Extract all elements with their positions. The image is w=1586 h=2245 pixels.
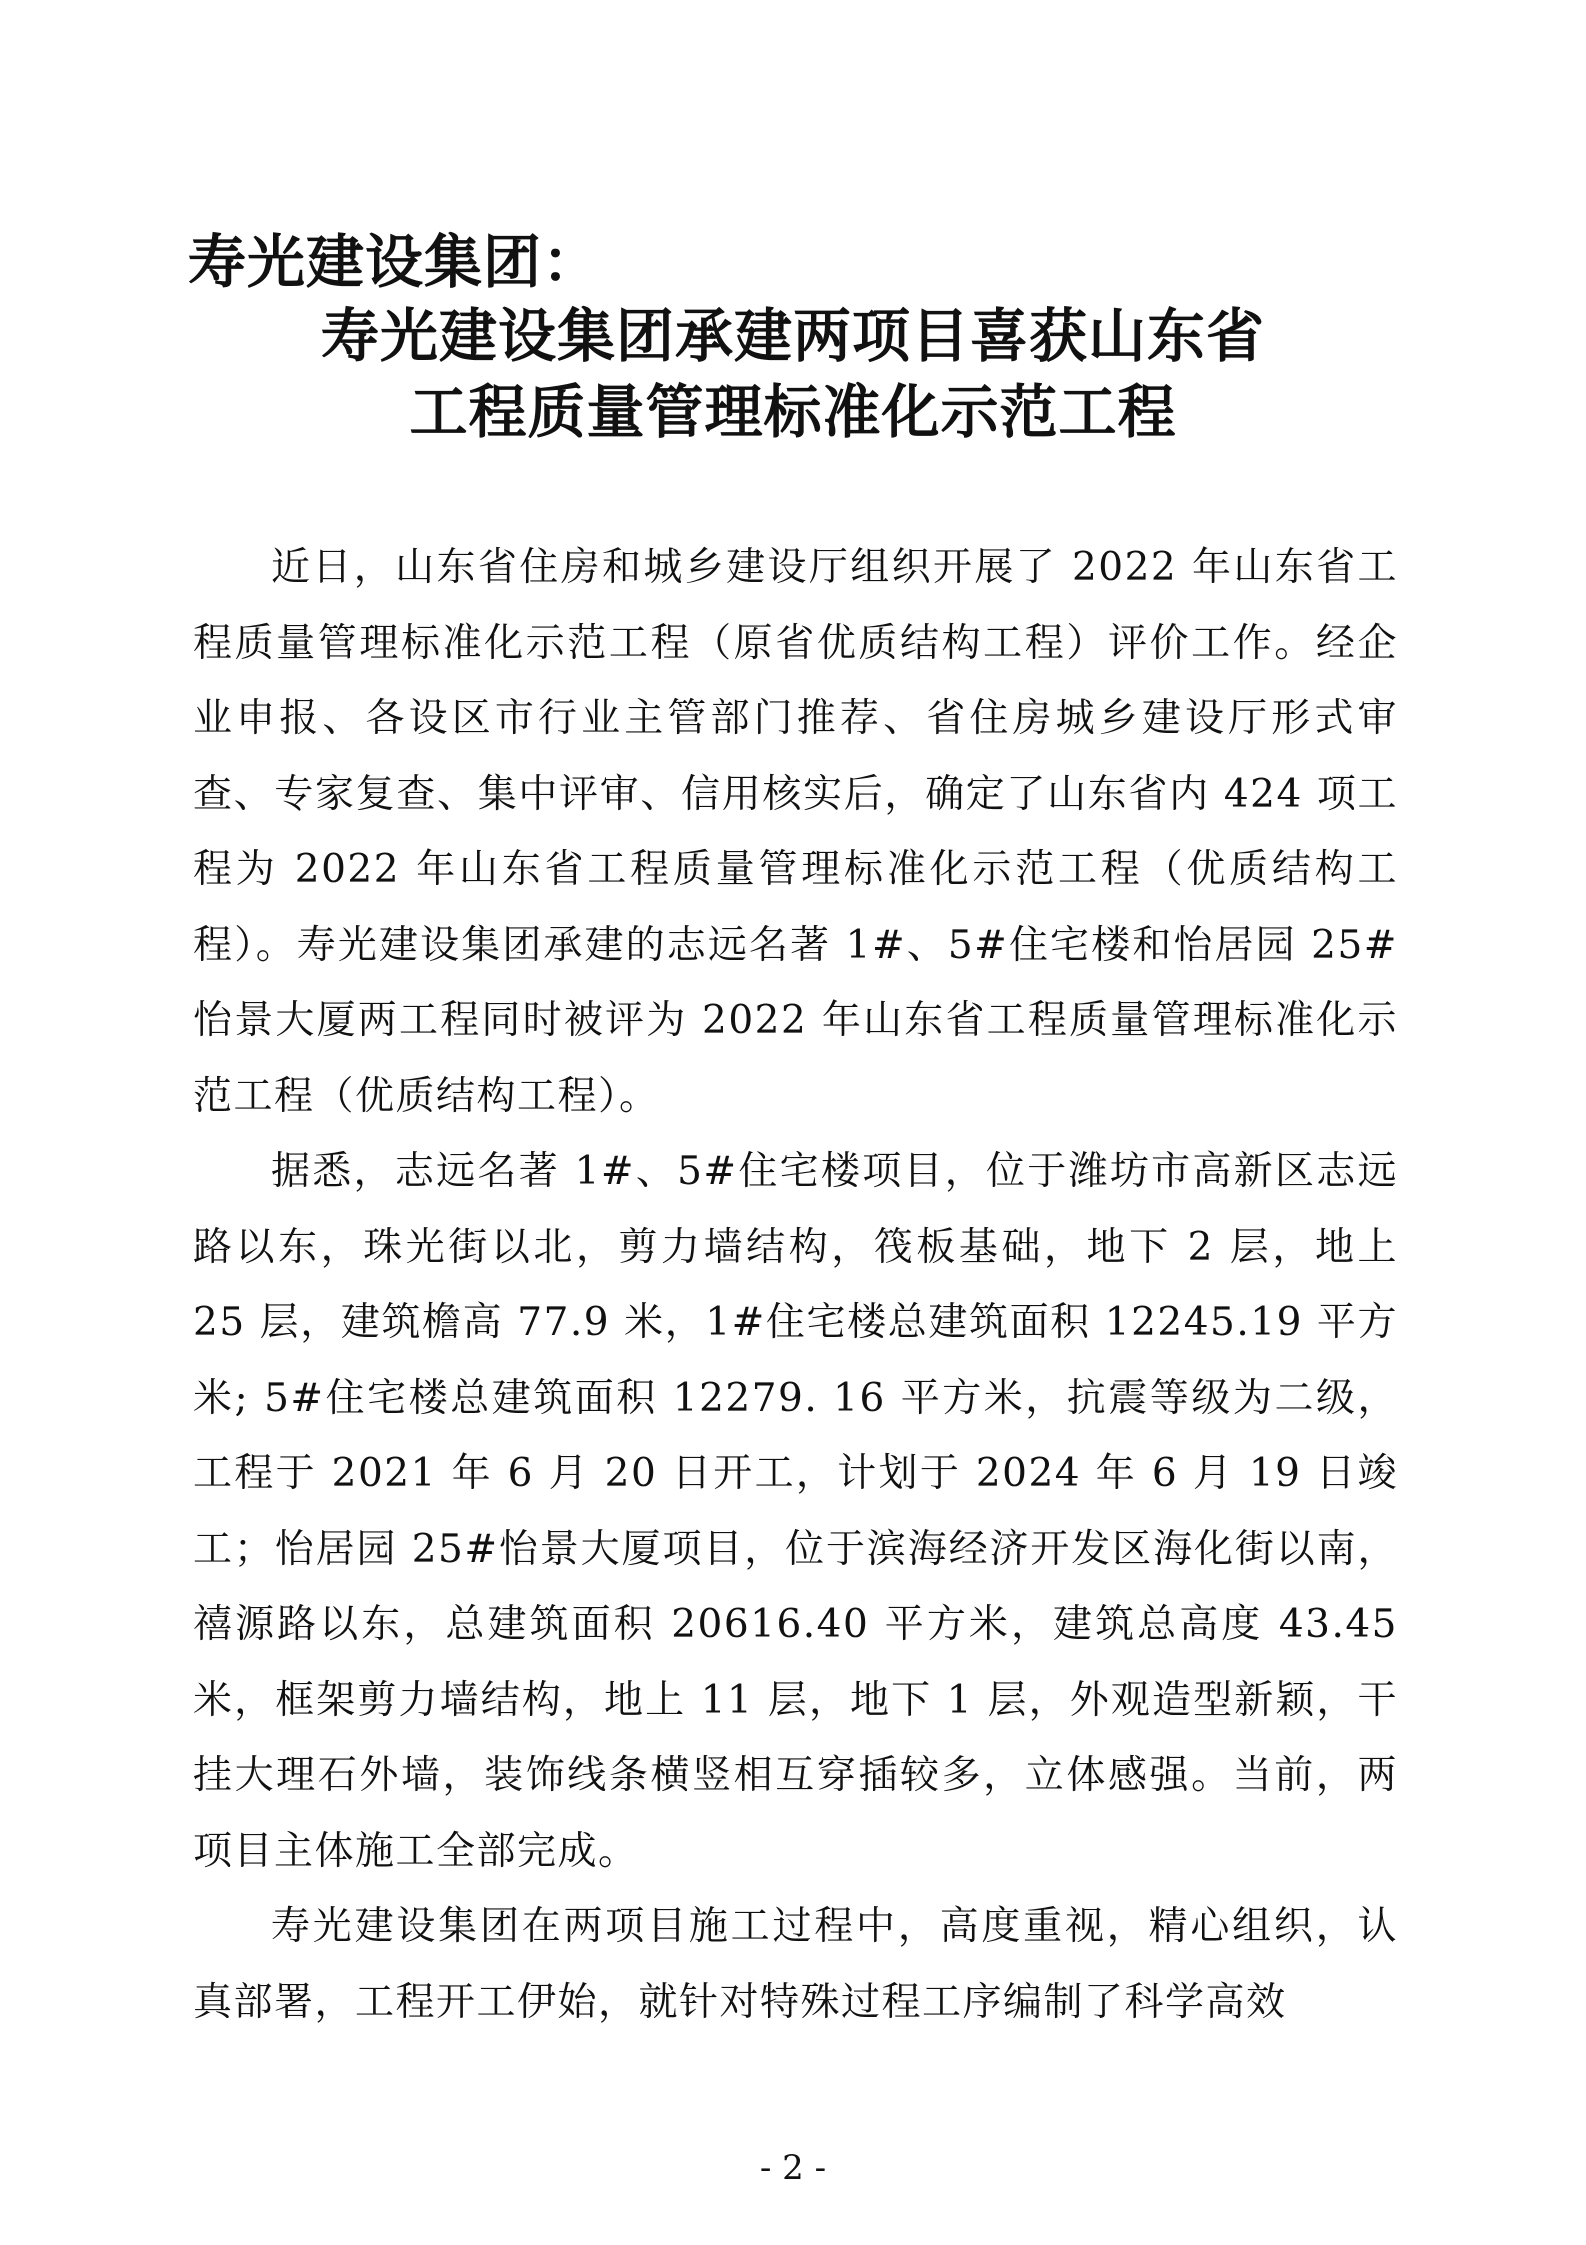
page-number: - 2 - (759, 2148, 827, 2188)
paragraph: 寿光建设集团在两项目施工过程中，高度重视，精心组织，认真部署，工程开工伊始，就针对特殊过程工序编制了科学高效 (193, 1904, 1398, 2025)
article-title-line-1: 寿光建设集团承建两项目喜获山东省 (320, 302, 1265, 370)
paragraph: 近日，山东省住房和城乡建设厅组织开展了 2022 年山东省工程质量管理标准化示范工程（原省优质结构工程）评价工作。经企业申报、各设区市行业主管部门推荐、省住房城乡建设厅形式审查、专家复查、集中评审、信用核实后，确定了山东省内 424 项工程为 2022 年山东省工程质量管理标准化示范工程（优质结构工程）。寿光建设集团承建的志远名著 1#、5#住宅楼和怡居园 25#怡景大厦两工程同时被评为 2022 年山东省工程质量管理标准化示范工程（优质结构工程）。 (193, 545, 1398, 1119)
article-body (193, 530, 1398, 2040)
article-title-line-2: 工程质量管理标准化示范工程 (409, 378, 1177, 446)
organization-heading: 寿光建设集团： (188, 228, 602, 296)
paragraph: 据悉，志远名著 1#、5#住宅楼项目，位于潍坊市高新区志远路以东，珠光街以北，剪力墙结构，筏板基础，地下 2 层，地上 25 层，建筑檐高 77.9 米，1#住宅楼总建筑面积 12245.19 平方米; 5#住宅楼总建筑面积 12279. 16 平方米，抗震等级为二级，工程于 2021 年 6 月 20 日开工，计划于 2024 年 6 月 19 日竣工；怡居园 25#怡景大厦项目，位于滨海经济开发区海化街以南，禧源路以东，总建筑面积 20616.40 平方米，建筑总高度 43.45 米，框架剪力墙结构，地上 11 层，地下 1 层，外观造型新颖，干挂大理石外墙，装饰线条横竖相互穿插较多，立体感强。当前，两项目主体施工全部完成。 (193, 1149, 1398, 1874)
